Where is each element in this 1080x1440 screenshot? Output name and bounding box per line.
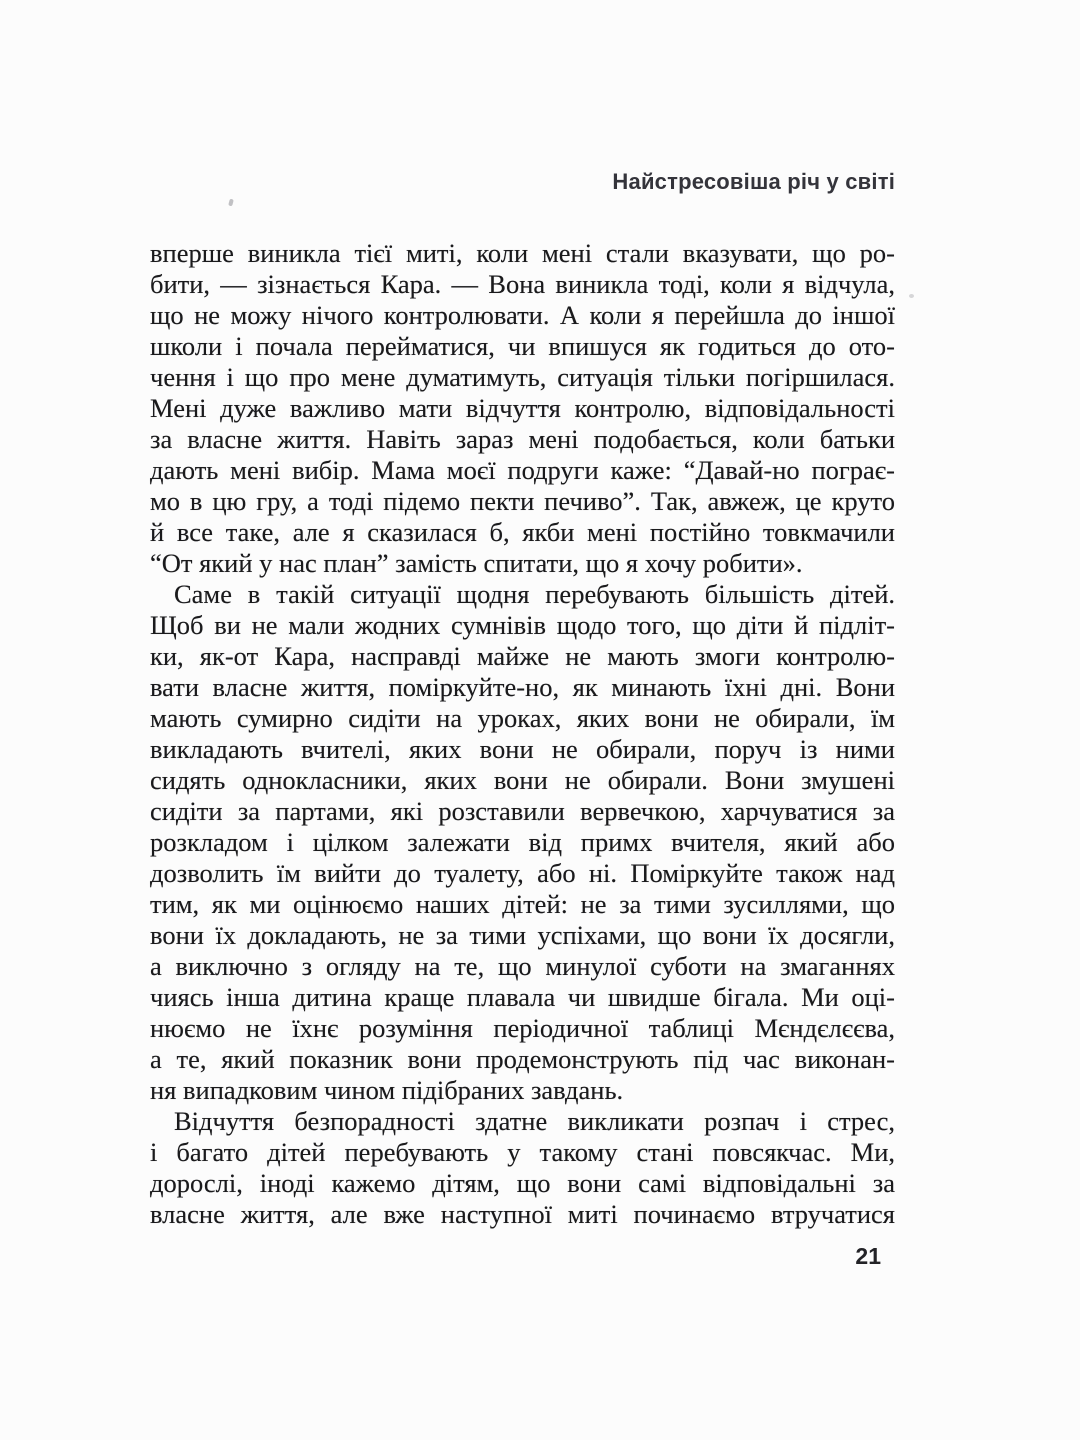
- text-line: нюємо не їхнє розуміння періодичної таблиці Мєндєлєєва,: [150, 1013, 895, 1043]
- text-line: ня випадковим чином підібраних завдань.: [150, 1075, 624, 1105]
- text-line: вати власне життя, поміркуйте-но, як минають їхні дні. Вони: [150, 672, 895, 702]
- text-line: власне життя, але вже наступної миті починаємо втручатися: [150, 1199, 895, 1229]
- text-line: вони їх докладають, не за тими успіхами, що вони їх досягли,: [150, 920, 895, 950]
- text-line: й все таке, але я сказилася б, якби мені постійно товкмачили: [150, 517, 895, 547]
- text-line: що не можу нічого контролювати. А коли я перейшла до іншої: [150, 300, 895, 330]
- text-line: дорослі, іноді кажемо дітям, що вони самі відповідальні за: [150, 1168, 895, 1198]
- text-line: а виключно з огляду на те, що минулої суботи на змаганнях: [150, 951, 895, 981]
- text-line: школи і почала перейматися, чи впишуся як годиться до ото-: [150, 331, 895, 361]
- scan-artifact: [909, 294, 914, 298]
- text-line: викладають вчителі, яких вони не обирали, поруч із ними: [150, 734, 895, 764]
- text-line: ки, як-от Кара, насправді майже не мають змоги контролю-: [150, 641, 895, 671]
- page-number: 21: [855, 1243, 881, 1269]
- body-text: [150, 238, 895, 1230]
- text-line: а те, який показник вони продемонструють під час виконан-: [150, 1044, 895, 1074]
- text-line: Мені дуже важливо мати відчуття контролю, відповідальності: [150, 393, 895, 423]
- text-line: бити, — зізнається Кара. — Вона виникла тоді, коли я відчула,: [150, 269, 895, 299]
- text-line: Щоб ви не мали жодних сумнівів щодо того, що діти й підліт-: [150, 610, 895, 640]
- text-line: розкладом і цілком залежати від примх вчителя, який або: [150, 827, 895, 857]
- text-line: і багато дітей перебувають у такому стані повсякчас. Ми,: [150, 1137, 895, 1167]
- text-block: [150, 170, 895, 1270]
- text-line: “От який у нас план” замість спитати, що я хочу робити».: [150, 548, 803, 578]
- text-line: Саме в такій ситуації щодня перебувають більшість дітей.: [174, 579, 895, 609]
- text-line: вперше виникла тієї миті, коли мені стали вказувати, що ро-: [150, 238, 895, 268]
- text-line: мо в цю гру, а тоді підемо пекти печиво”. Так, авжеж, це круто: [150, 486, 895, 516]
- text-line: дозволить їм вийти до туалету, або ні. Поміркуйте також над: [150, 858, 895, 888]
- text-line: Відчуття безпорадності здатне викликати розпач і стрес,: [174, 1106, 895, 1136]
- text-line: сидять однокласники, яких вони не обирали. Вони змушені: [150, 765, 895, 795]
- text-line: дають мені вибір. Мама моєї подруги каже: “Давай-но пограє-: [150, 455, 895, 485]
- text-line: тим, як ми оцінюємо наших дітей: не за тими зусиллями, що: [150, 889, 895, 919]
- running-header: Найстресовіша річ у світі: [612, 169, 895, 194]
- text-line: мають сумирно сидіти на уроках, яких вони не обирали, їм: [150, 703, 895, 733]
- text-line: сидіти за партами, які розставили вервечкою, харчуватися за: [150, 796, 895, 826]
- text-line: чиясь інша дитина краще плавала чи швидше бігала. Ми оці-: [150, 982, 895, 1012]
- text-line: чення і що про мене думатимуть, ситуація тільки погіршилася.: [150, 362, 895, 392]
- text-line: за власне життя. Навіть зараз мені подобається, коли батьки: [150, 424, 895, 454]
